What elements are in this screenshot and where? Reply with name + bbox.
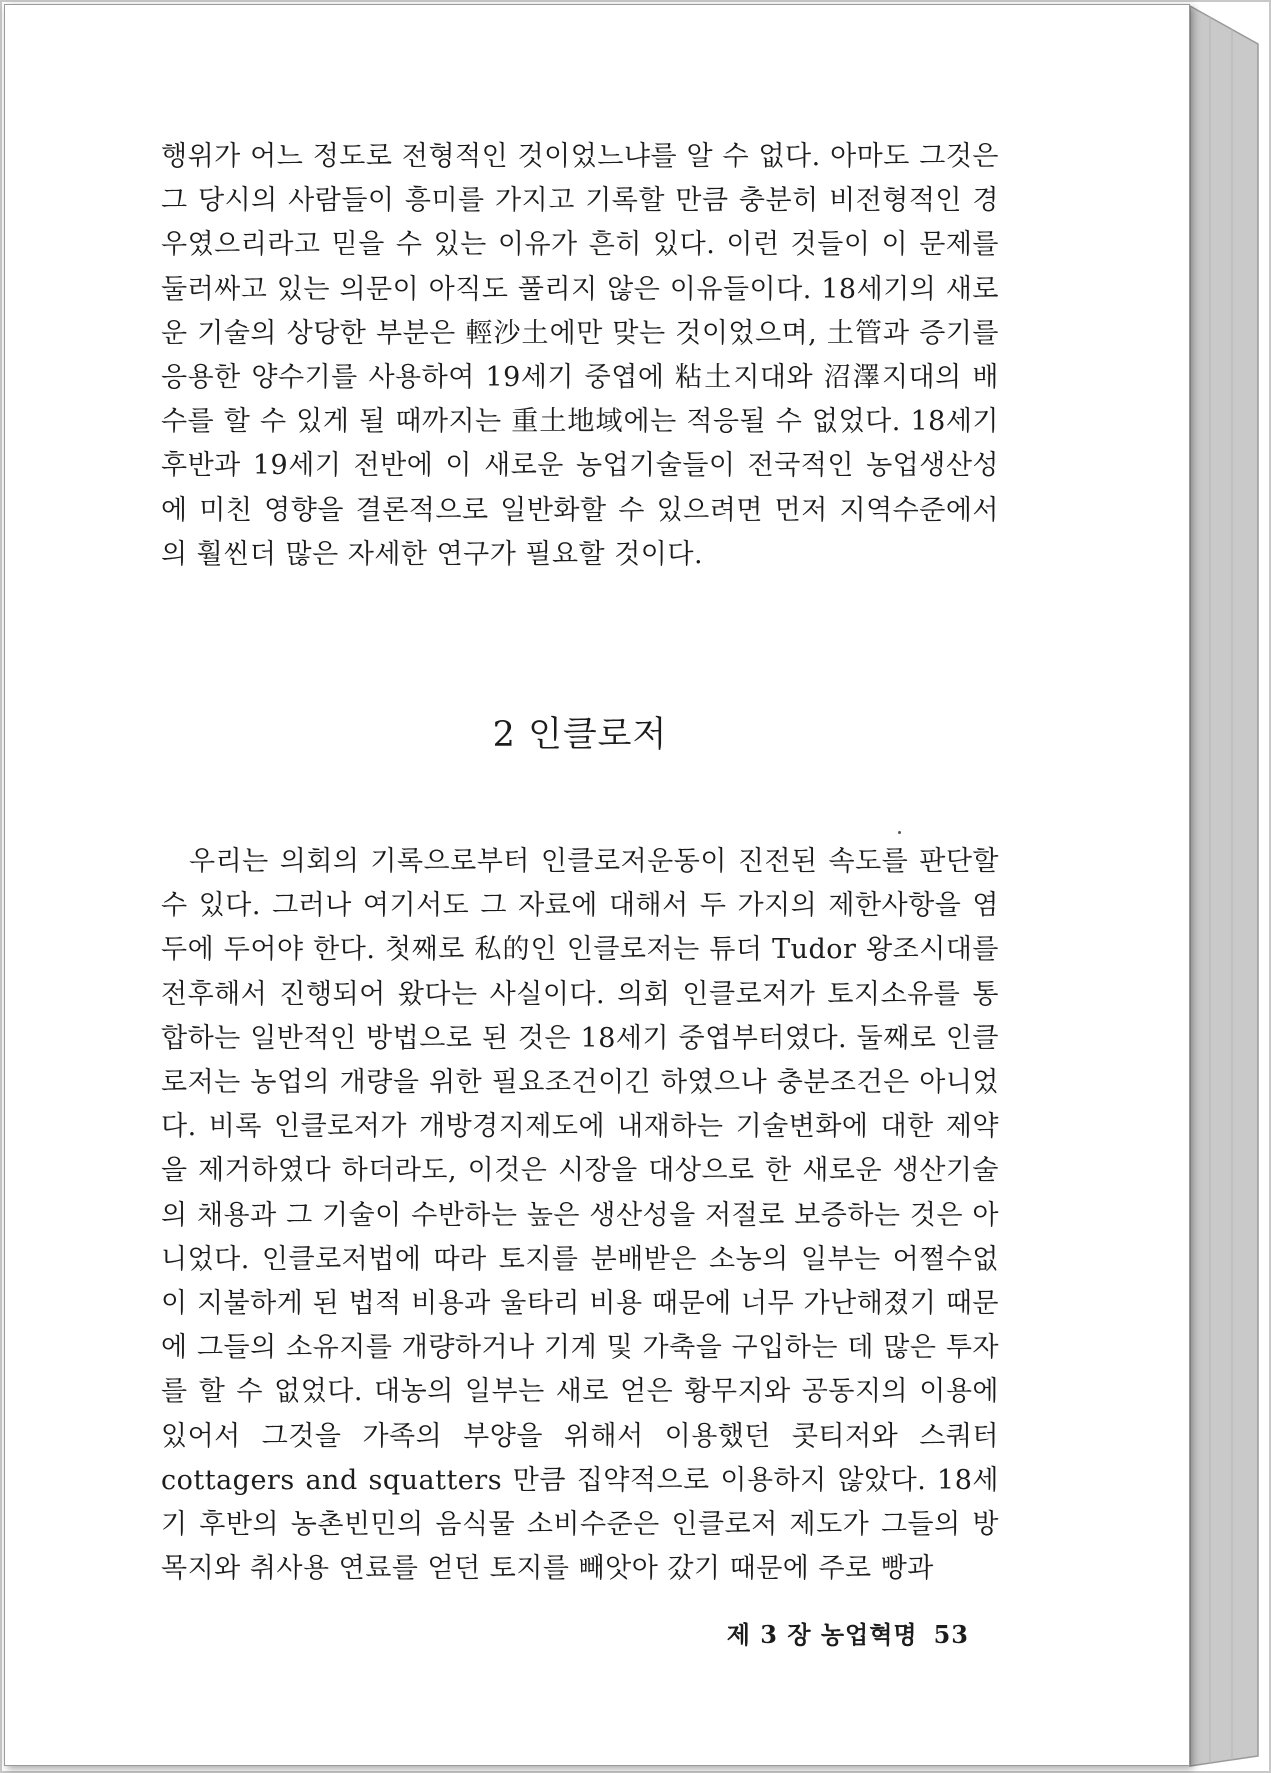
book-side-face (1190, 6, 1258, 1766)
chapter-title: 제 3 장 농업혁명 (726, 1620, 918, 1649)
body-paragraph: 행위가 어느 정도로 전형적인 것이었느냐를 알 수 없다. 아마도 그것은 그 당시의 사람들이 흥미를 가지고 기록할 만큼 충분히 비전형적인 경우였으리라고 믿을 수 있는 이유가 흔히 있다. 이런 것들이 이 문제를 둘러싸고 있는 의문이 아직도 풀리지 않은 이유들이다. 18세기의 새로운 기술의 상당한 부분은 輕沙土에만 맞는 것이었으며, 土管과 증기를 응용한 양수기를 사용하여 19세기 중엽에 粘土지대와 沼澤지대의 배수를 할 수 있게 될 때까지는 重土地域에는 적응될 수 없었다. 18세기 후반과 19세기 전반에 이 새로운 농업기술들이 전국적인 농업생산성에 미친 영향을 결론적으로 일반화할 수 있으려면 먼저 지역수준에서의 훨씬더 많은 자세한 연구가 필요할 것이다. (161, 141, 999, 570)
section-heading: 2 인클로저 (492, 715, 668, 755)
page-number: 53 (933, 1620, 969, 1649)
running-footer (727, 1615, 969, 1650)
body-paragraph: 우리는 의회의 기록으로부터 인클로저운동이 진전된 속도를 판단할 수 있다. 그러나 여기서도 그 자료에 대해서 두 가지의 제한사항을 염두에 두어야 한다. 첫째로 私的인 인클로저는 튜더 Tudor 왕조시대를 전후해서 진행되어 왔다는 사실이다. 의회 인클로저가 토지소유를 통합하는 일반적인 방법으로 된 것은 18세기 중엽부터였다. 둘째로 인클로저는 농업의 개량을 위한 필요조건이긴 하였으나 충분조건은 아니었다. 비록 인클로저가 개방경지제도에 내재하는 기술변화에 대한 제약을 제거하였다 하더라도, 이것은 시장을 대상으로 한 새로운 생산기술의 채용과 그 기술이 수반하는 높은 생산성을 저절로 보증하는 것은 아니었다. 인클로저법에 따라 토지를 분배받은 소농의 일부는 어쩔수없이 지불하게 된 법적 비용과 울타리 비용 때문에 너무 가난해졌기 때문에 그들의 소유지를 개량하거나 기계 및 가축을 구입하는 데 많은 투자를 할 수 없었다. 대농의 일부는 새로 얻은 황무지와 공동지의 이용에 있어서 그것을 가족의 부양을 위해서 이용했던 콧티저와 스쿼터 cottagers and squatters 만큼 집약적으로 이용하지 않았다. 18세기 후반의 농촌빈민의 음식물 소비수준은 인클로저 제도가 그들의 방목지와 취사용 연료를 얻던 토지를 빼앗아 갔기 때문에 주로 빵과 (161, 846, 999, 1585)
book-page (4, 4, 1190, 1766)
print-speck (898, 831, 901, 834)
